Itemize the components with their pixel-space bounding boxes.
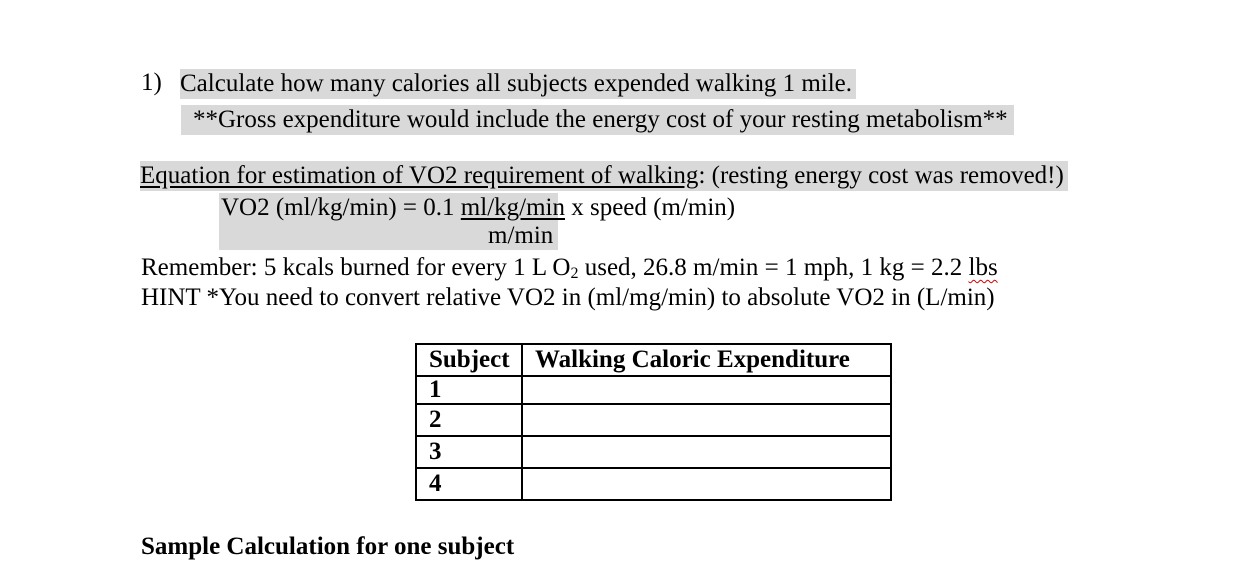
expenditure-cell[interactable] — [522, 376, 891, 404]
lbs-spellcheck-word[interactable]: lbs — [968, 254, 998, 281]
question-text: Calculate how many calories all subjects expended walking 1 mile. — [180, 69, 856, 99]
question-number: 1) — [141, 69, 162, 96]
subject-cell: 4 — [416, 468, 522, 500]
formula-block — [219, 193, 736, 250]
remember-lead: Remember: 5 kcals burned for every 1 L O — [141, 254, 571, 281]
expenditure-cell[interactable] — [522, 468, 891, 500]
oxygen-subscript: 2 — [570, 265, 579, 282]
formula-rhs: x speed (m/min) — [564, 194, 736, 221]
caloric-expenditure-table — [415, 343, 892, 501]
table-header-row — [416, 344, 891, 376]
remember-rest: used, 26.8 m/min = 1 mph, 1 kg = 2.2 — [578, 254, 969, 281]
expenditure-cell[interactable] — [522, 436, 891, 468]
sample-calculation-heading: Sample Calculation for one subject — [141, 533, 515, 560]
expenditure-cell[interactable] — [522, 404, 891, 436]
formula-lhs: VO2 (ml/kg/min) = 0.1 — [221, 194, 461, 221]
table-row — [416, 376, 891, 404]
table-row — [416, 436, 891, 468]
formula-denominator: m/min — [488, 222, 554, 249]
table-row — [416, 468, 891, 500]
formula-main — [221, 193, 735, 223]
table-row — [416, 404, 891, 436]
remember-line — [141, 253, 998, 283]
equation-heading-rest: : (resting energy cost was removed!) — [698, 162, 1064, 189]
equation-heading: Equation for estimation of VO2 requirement of walking — [140, 162, 699, 189]
equation-line — [140, 161, 1068, 191]
header-walking-caloric-expenditure: Walking Caloric Expenditure — [522, 344, 891, 376]
subject-cell: 2 — [416, 404, 522, 436]
header-subject: Subject — [416, 344, 522, 376]
question-note: **Gross expenditure would include the energy cost of your resting metabolism** — [181, 105, 1014, 135]
hint-line: HINT *You need to convert relative VO2 in (ml/mg/min) to absolute VO2 in (L/min) — [141, 284, 995, 311]
subject-cell: 3 — [416, 436, 522, 468]
formula-fraction-numerator: ml/kg/min — [460, 194, 565, 221]
subject-cell: 1 — [416, 376, 522, 404]
